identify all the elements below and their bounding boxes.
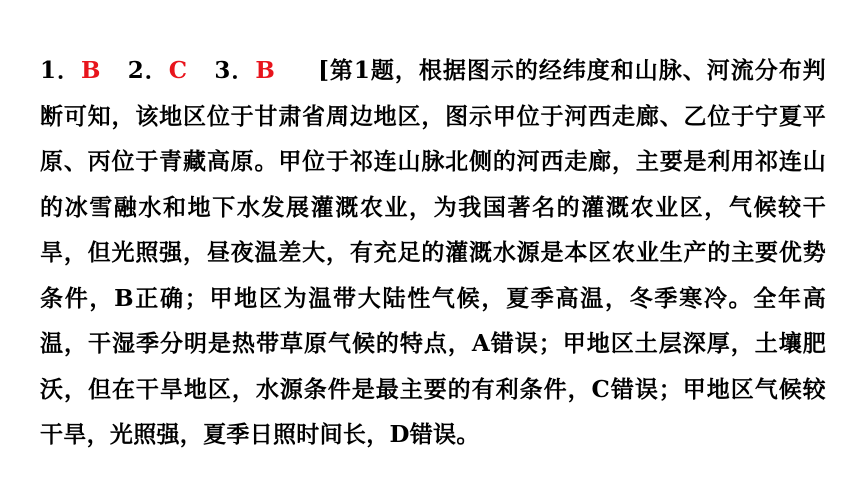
answer-1-letter: B: [80, 57, 101, 84]
answer-3-letter: B: [255, 57, 276, 84]
answer-explanation-block: [40, 48, 826, 458]
answer-2-letter: C: [168, 57, 188, 84]
explanation-text: [第1题，根据图示的经纬度和山脉、河流分布判断可知，该地区位于甘肃省周边地区，图示甲位于河西走廊、乙位于宁夏平原、丙位于青藏高原。甲位于祁连山脉北侧的河西走廊，主要是利用祁连山的冰雪融水和地下水发展灌溉农业，为我国著名的灌溉农业区，气候较干旱，但光照强，昼夜温差大，有充足的灌溉水源是本区农业生产的主要优势条件，B正确；甲地区为温带大陆性气候，夏季高温，冬季寒冷。全年高温，干湿季分明是热带草原气候的特点，A错误；甲地区土层深厚，土壤肥沃，但在干旱地区，水源条件是最主要的有利条件，C错误；甲地区气候较干旱，光照强，夏季日照时间长，D错误。: [40, 57, 826, 448]
answer-2-number: 2．: [127, 57, 169, 84]
answer-3-number: 3．: [214, 57, 256, 84]
answer-1-number: 1．: [40, 57, 81, 84]
